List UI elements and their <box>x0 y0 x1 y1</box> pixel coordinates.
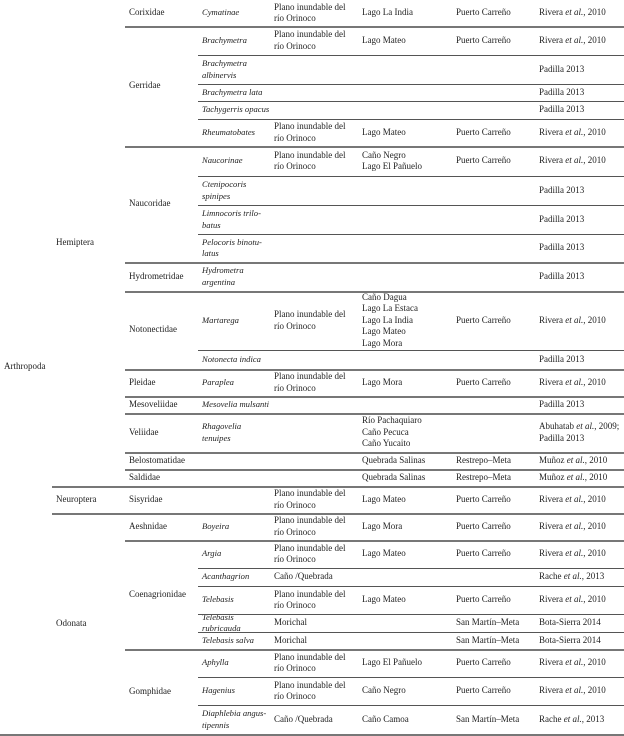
reference-author: Muñoz <box>539 454 567 465</box>
reference-cell <box>535 614 624 632</box>
genus-cell: Martarega <box>202 314 239 325</box>
reference-text <box>539 472 607 484</box>
reference-cell <box>535 486 624 513</box>
site-cell: Puerto Carreño <box>456 657 511 668</box>
reference-author: Padilla 2013 <box>539 353 585 364</box>
family-cell: Corixidae <box>129 7 165 18</box>
reference-cell <box>535 649 624 677</box>
reference-author: Muñoz <box>539 471 567 482</box>
reference-author: Rivera <box>539 594 566 605</box>
reference-text <box>539 155 606 167</box>
reference-etal: et al. <box>563 571 582 582</box>
genus-cell: Hagenius <box>202 685 235 696</box>
habitat-cell: Plano inundable del río Orinoco <box>274 121 346 143</box>
genus-cell: Tachygerris opacus <box>202 104 270 115</box>
reference-tail: , 2010 <box>583 657 606 668</box>
reference-cell <box>535 369 624 396</box>
reference-text <box>539 657 606 669</box>
reference-tail: , 2010 <box>583 155 606 166</box>
locality-cell: Lago Mateo <box>362 126 406 137</box>
genus-cell: Telebasis <box>202 594 234 605</box>
row-divider <box>198 632 624 633</box>
reference-text <box>539 87 584 99</box>
row-divider <box>198 55 624 56</box>
reference-text <box>539 635 601 647</box>
reference-author: Rache <box>539 713 564 724</box>
reference-text <box>539 617 601 629</box>
locality-cell: Caño Negro Lago El Pañuelo <box>362 149 422 171</box>
reference-tail: , 2010 <box>583 7 606 18</box>
row-divider <box>52 486 624 488</box>
family-cell: Gerridae <box>129 80 161 91</box>
family-cell: Mesoveliidae <box>129 398 178 409</box>
reference-author: Rivera <box>539 126 566 137</box>
reference-etal: et al. <box>565 7 584 18</box>
habitat-cell: Morichal <box>274 634 307 645</box>
family-cell: Naucoridae <box>129 198 171 209</box>
locality-cell: Quebrada Salinas <box>362 454 426 465</box>
row-divider <box>52 513 624 515</box>
locality-cell: Lago La India <box>362 7 413 18</box>
row-divider <box>198 614 624 615</box>
genus-cell: Rhagovelia tenuipes <box>202 421 242 443</box>
reference-author: Rivera <box>539 7 566 18</box>
reference-author: Bota-Sierra 2014 <box>539 634 601 645</box>
site-cell: San Martín–Meta <box>456 634 520 645</box>
row-divider <box>125 396 624 398</box>
reference-tail: , 2010 <box>583 594 606 605</box>
reference-author: Padilla 2013 <box>539 104 585 115</box>
reference-etal: et al. <box>565 493 584 504</box>
habitat-cell: Plano inundable del río Orinoco <box>274 309 346 331</box>
reference-tail: , 2010 <box>583 520 606 531</box>
habitat-cell: Morichal <box>274 617 307 628</box>
reference-tail: , 2010 <box>583 314 606 325</box>
genus-cell: Notonecta indica <box>202 353 261 364</box>
reference-cell <box>535 469 624 486</box>
site-cell: Restrepo–Meta <box>456 471 511 482</box>
reference-text <box>539 521 606 533</box>
locality-cell: Lago Mora <box>362 376 403 387</box>
genus-cell: Limnocoris trilo- batus <box>202 208 261 230</box>
reference-cell <box>535 146 624 176</box>
habitat-cell: Plano inundable del río Orinoco <box>274 371 346 393</box>
genus-cell: Brachymetra albinervis <box>202 58 247 80</box>
row-divider <box>125 413 624 415</box>
reference-cell <box>535 176 624 205</box>
family-cell: Sisyridae <box>129 493 163 504</box>
reference-author: Rivera <box>539 155 566 166</box>
reference-text <box>539 594 606 606</box>
reference-author: Rivera <box>539 376 566 387</box>
locality-cell: Lago Mateo <box>362 548 406 559</box>
order-cell: Hemiptera <box>56 237 94 248</box>
reference-author: Rivera <box>539 520 566 531</box>
site-cell: San Martín–Meta <box>456 713 520 724</box>
row-divider <box>125 291 624 293</box>
reference-tail: , 2009; Padilla 2013 <box>539 421 620 443</box>
site-cell: Puerto Carreño <box>456 376 511 387</box>
genus-cell: Paraplea <box>202 376 234 387</box>
reference-text <box>539 685 606 697</box>
locality-cell: Lago Mateo <box>362 594 406 605</box>
reference-author: Rivera <box>539 493 566 504</box>
genus-cell: Naucorinae <box>202 155 243 166</box>
reference-cell <box>535 632 624 649</box>
site-cell: Puerto Carreño <box>456 493 511 504</box>
reference-cell <box>535 677 624 705</box>
reference-tail: , 2010 <box>583 126 606 137</box>
genus-cell: Telebasis salva <box>202 634 254 645</box>
reference-text <box>539 7 606 19</box>
reference-author: Padilla 2013 <box>539 213 585 224</box>
reference-etal: et al. <box>565 520 584 531</box>
habitat-cell: Plano inundable del río Orinoco <box>274 29 346 51</box>
reference-author: Rivera <box>539 685 566 696</box>
reference-tail: , 2013 <box>581 713 605 724</box>
genus-cell: Acanthagrion <box>202 571 250 582</box>
reference-tail: , 2010 <box>584 471 608 482</box>
row-divider <box>198 350 624 351</box>
genus-cell: Mesovelia mulsanti <box>202 398 270 409</box>
reference-cell <box>535 234 624 262</box>
site-cell: Puerto Carreño <box>456 548 511 559</box>
row-divider <box>125 452 624 454</box>
reference-cell <box>535 396 624 413</box>
reference-author: Padilla 2013 <box>539 242 585 253</box>
reference-text <box>539 315 606 327</box>
order-cell: Neuroptera <box>56 493 97 504</box>
genus-cell: Cymatinae <box>202 7 240 18</box>
row-divider <box>198 176 624 177</box>
genus-cell: Brachymetra <box>202 34 247 45</box>
reference-cell <box>535 413 624 452</box>
reference-etal: et al. <box>566 454 585 465</box>
reference-cell <box>535 291 624 350</box>
family-cell: Saldidae <box>129 471 160 482</box>
habitat-cell: Plano inundable del río Orinoco <box>274 488 346 510</box>
family-cell: Gomphidae <box>129 685 171 696</box>
reference-author: Padilla 2013 <box>539 270 585 281</box>
reference-author: Rivera <box>539 657 566 668</box>
reference-author: Padilla 2013 <box>539 184 585 195</box>
locality-cell: Lago El Pañuelo <box>362 657 422 668</box>
reference-etal: et al. <box>563 713 582 724</box>
row-divider <box>198 705 624 706</box>
habitat-cell: Plano inundable del río Orinoco <box>274 1 346 23</box>
genus-cell: Argia <box>202 548 222 559</box>
row-divider <box>125 369 624 371</box>
site-cell: Puerto Carreño <box>456 520 511 531</box>
reference-text <box>539 35 606 47</box>
reference-text <box>539 127 606 139</box>
reference-author: Rache <box>539 571 564 582</box>
locality-cell: Lago Mateo <box>362 34 406 45</box>
reference-text <box>539 214 584 226</box>
locality-cell: Quebrada Salinas <box>362 471 426 482</box>
row-divider <box>198 205 624 206</box>
habitat-cell: Plano inundable del río Orinoco <box>274 542 346 564</box>
reference-text <box>539 377 606 389</box>
reference-etal: et al. <box>565 34 584 45</box>
locality-cell: Caño Negro <box>362 685 406 696</box>
reference-text <box>539 714 604 726</box>
reference-tail: , 2013 <box>581 571 605 582</box>
family-cell: Aeshnidae <box>129 520 167 531</box>
reference-cell <box>535 586 624 614</box>
reference-etal: et al. <box>565 126 584 137</box>
reference-cell <box>535 101 624 119</box>
reference-tail: , 2010 <box>583 548 606 559</box>
row-divider <box>198 586 624 587</box>
habitat-cell: Caño /Quebrada <box>274 713 333 724</box>
reference-cell <box>535 540 624 568</box>
habitat-cell: Plano inundable del río Orinoco <box>274 651 346 673</box>
reference-text <box>539 242 584 254</box>
reference-cell <box>535 205 624 234</box>
reference-etal: et al. <box>565 548 584 559</box>
genus-cell: Boyeira <box>202 520 230 531</box>
genus-cell: Brachymetra lata <box>202 86 263 97</box>
reference-author: Rivera <box>539 548 566 559</box>
site-cell: Puerto Carreño <box>456 155 511 166</box>
locality-cell: Caño Camoa <box>362 713 409 724</box>
habitat-cell: Plano inundable del río Orinoco <box>274 588 346 610</box>
row-divider <box>125 26 624 28</box>
reference-cell <box>535 0 624 26</box>
locality-cell: Río Pachaquiaro Caño Pecuca Caño Yucaito <box>362 415 422 449</box>
reference-author: Rivera <box>539 34 566 45</box>
reference-etal: et al. <box>576 421 595 431</box>
family-cell: Veliidae <box>129 426 159 437</box>
genus-cell: Hydrometra argentina <box>202 265 244 287</box>
reference-tail: , 2010 <box>584 454 608 465</box>
reference-cell <box>535 452 624 469</box>
family-cell: Pleidae <box>129 376 156 387</box>
row-divider <box>125 262 624 264</box>
reference-cell <box>535 262 624 291</box>
reference-author: Padilla 2013 <box>539 86 585 97</box>
locality-cell: Lago Mora <box>362 520 403 531</box>
family-cell: Notonectidae <box>129 324 177 335</box>
locality-cell: Lago Mateo <box>362 493 406 504</box>
site-cell: Restrepo–Meta <box>456 454 511 465</box>
row-divider <box>125 469 624 471</box>
site-cell: Puerto Carreño <box>456 7 511 18</box>
order-cell: Odonata <box>56 617 87 628</box>
site-cell: Puerto Carreño <box>456 314 511 325</box>
reference-text <box>539 548 606 560</box>
reference-cell <box>535 55 624 84</box>
reference-author: Padilla 2013 <box>539 63 585 74</box>
reference-cell <box>535 513 624 540</box>
reference-etal: et al. <box>565 376 584 387</box>
reference-etal: et al. <box>565 155 584 166</box>
genus-cell: Telebasis rubricauda <box>202 611 241 633</box>
row-divider <box>198 568 624 569</box>
reference-text <box>539 571 604 583</box>
reference-cell <box>535 84 624 101</box>
reference-text <box>539 455 607 467</box>
reference-etal: et al. <box>565 594 584 605</box>
site-cell: San Martín–Meta <box>456 617 520 628</box>
habitat-cell: Plano inundable del río Orinoco <box>274 679 346 701</box>
reference-tail: , 2010 <box>583 493 606 504</box>
reference-etal: et al. <box>565 657 584 668</box>
row-divider <box>198 119 624 120</box>
phylum-cell: Arthropoda <box>4 361 46 372</box>
reference-cell <box>535 350 624 369</box>
row-divider <box>125 146 624 148</box>
reference-etal: et al. <box>566 471 585 482</box>
reference-text <box>539 494 606 506</box>
habitat-cell: Plano inundable del río Orinoco <box>274 149 346 171</box>
genus-cell: Diaphlebia angus- tipennis <box>202 708 267 730</box>
reference-etal: et al. <box>565 314 584 325</box>
site-cell: Puerto Carreño <box>456 126 511 137</box>
site-cell: Puerto Carreño <box>456 34 511 45</box>
reference-author: Abuhatab <box>539 421 577 431</box>
reference-cell <box>535 26 624 55</box>
family-cell: Coenagrionidae <box>129 588 186 599</box>
reference-author: Bota-Sierra 2014 <box>539 617 601 628</box>
reference-text <box>539 104 584 116</box>
reference-tail: , 2010 <box>583 376 606 387</box>
locality-cell: Caño Dagua Lago La Estaca Lago La India Lago Mateo Lago Mora <box>362 291 418 348</box>
reference-text <box>539 421 619 444</box>
genus-cell: Aphylla <box>202 657 229 668</box>
reference-tail: , 2010 <box>583 685 606 696</box>
reference-text <box>539 64 584 76</box>
genus-cell: Pelocoris binotu- latus <box>202 236 262 258</box>
family-cell: Belostomatidae <box>129 454 185 465</box>
reference-text <box>539 399 584 411</box>
reference-author: Padilla 2013 <box>539 398 585 409</box>
reference-cell <box>535 705 624 734</box>
row-divider <box>198 84 624 85</box>
family-cell: Hydrometridae <box>129 270 184 281</box>
reference-etal: et al. <box>565 685 584 696</box>
habitat-cell: Caño /Quebrada <box>274 571 333 582</box>
row-divider <box>198 677 624 678</box>
reference-tail: , 2010 <box>583 34 606 45</box>
genus-cell: Ctenipocoris spinipes <box>202 179 247 201</box>
row-divider <box>125 540 624 542</box>
reference-text <box>539 354 584 366</box>
site-cell: Puerto Carreño <box>456 685 511 696</box>
genus-cell: Rheumatobates <box>202 126 255 137</box>
row-divider <box>125 649 624 651</box>
row-divider <box>198 234 624 235</box>
habitat-cell: Plano inundable del río Orinoco <box>274 515 346 537</box>
reference-author: Rivera <box>539 314 566 325</box>
reference-text <box>539 271 584 283</box>
row-divider <box>198 101 624 102</box>
reference-cell <box>535 119 624 146</box>
reference-cell <box>535 568 624 586</box>
reference-text <box>539 185 584 197</box>
site-cell: Puerto Carreño <box>456 594 511 605</box>
